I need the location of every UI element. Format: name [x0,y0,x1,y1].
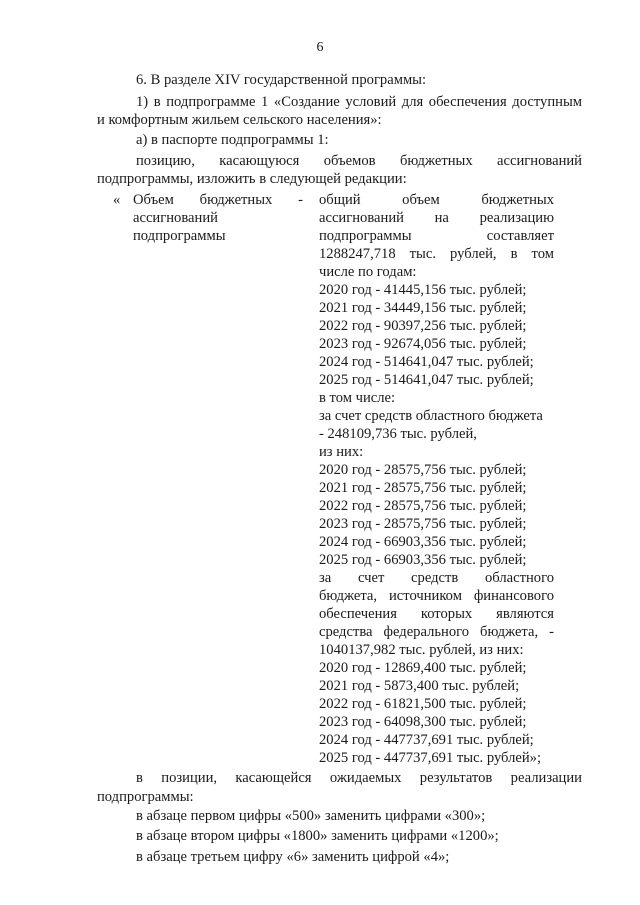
page-number: 6 [316,40,324,55]
right-cell-line: обеспечения которых являются [319,606,554,622]
right-cell-line: ассигнований на реализацию [319,210,554,226]
section-heading: 6. В разделе XIV государственной программы: [136,72,427,88]
right-cell-line: 2024 год - 514641,047 тыс. рублей; [319,354,534,370]
right-cell-line: 2025 год - 447737,691 тыс. рублей»; [319,750,542,766]
position-intro-line2: подпрограммы, изложить в следующей редакции: [97,171,407,187]
right-cell-line: 2022 год - 61821,500 тыс. рублей; [319,696,527,712]
right-cell-line: в том числе: [319,390,396,406]
right-cell-line: 2024 год - 66903,356 тыс. рублей; [319,534,527,550]
item1-line1: 1) в подпрограмме 1 «Создание условий для обеспечения доступным [136,94,582,110]
right-cell-line: 2021 год - 28575,756 тыс. рублей; [319,480,527,496]
results-paragraph-1: в абзаце первом цифры «500» заменить цифрами «300»; [136,808,486,824]
right-cell-line: 1040137,982 тыс. рублей, из них: [319,642,524,658]
position-intro-line1: позицию, касающуюся объемов бюджетных ассигнований [136,153,582,169]
right-cell-line: 2022 год - 28575,756 тыс. рублей; [319,498,527,514]
left-cell-line: Объем бюджетных - [133,192,303,208]
left-cell-line: подпрограммы [133,228,226,244]
results-paragraph-2: в абзаце втором цифры «1800» заменить цифрами «1200»; [136,828,499,844]
right-cell-line: 2025 год - 514641,047 тыс. рублей; [319,372,534,388]
right-cell-line: - 248109,736 тыс. рублей, [319,426,477,442]
right-cell-line: 2021 год - 5873,400 тыс. рублей; [319,678,520,694]
right-cell-line: за счет средств областного бюджета [319,408,543,424]
right-cell-line: 2020 год - 28575,756 тыс. рублей; [319,462,527,478]
right-cell-line: из них: [319,444,364,460]
results-paragraph-3: в абзаце третьем цифру «6» заменить цифрой «4»; [136,849,450,865]
right-cell-line: 2023 год - 64098,300 тыс. рублей; [319,714,527,730]
right-cell-line: 2023 год - 28575,756 тыс. рублей; [319,516,527,532]
right-cell-line: 2024 год - 447737,691 тыс. рублей; [319,732,534,748]
right-cell-line: подпрограммы составляет [319,228,554,244]
right-cell-line: 2021 год - 34449,156 тыс. рублей; [319,300,527,316]
results-line1: в позиции, касающейся ожидаемых результатов реализации [136,770,582,786]
right-cell-line: 2020 год - 12869,400 тыс. рублей; [319,660,527,676]
item-a: а) в паспорте подпрограммы 1: [136,132,329,148]
right-cell-line: за счет средств областного [319,570,554,586]
right-cell-line: 2023 год - 92674,056 тыс. рублей; [319,336,527,352]
right-cell-line: общий объем бюджетных [319,192,554,208]
right-cell-line: средства федерального бюджета, - [319,624,554,640]
right-cell-line: бюджета, источником финансового [319,588,554,604]
item1-line2: и комфортным жильем сельского населения»: [97,112,382,128]
open-quote: « [113,192,121,208]
left-cell-line: ассигнований [133,210,218,226]
right-cell-line: 2025 год - 66903,356 тыс. рублей; [319,552,527,568]
right-cell-line: 1288247,718 тыс. рублей, в том [319,246,554,262]
right-cell-line: числе по годам: [319,264,417,280]
results-line2: подпрограммы: [97,789,194,805]
right-cell-line: 2020 год - 41445,156 тыс. рублей; [319,282,527,298]
right-cell-line: 2022 год - 90397,256 тыс. рублей; [319,318,527,334]
